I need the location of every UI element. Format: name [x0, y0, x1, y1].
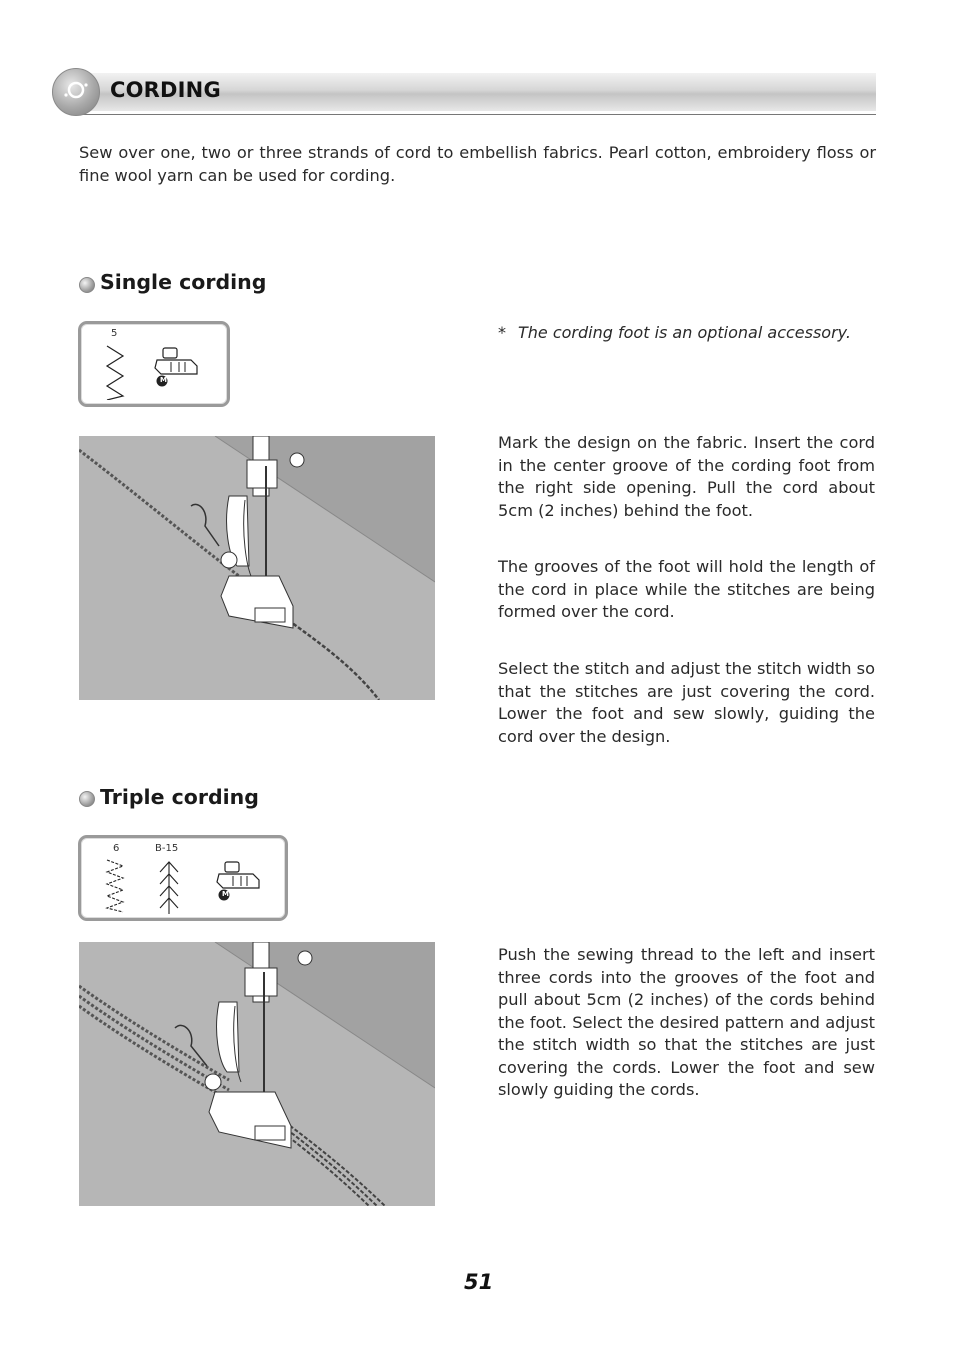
- stitch-number-2: B-15: [155, 843, 179, 854]
- accessory-note: The cording foot is an optional accessory.: [518, 323, 851, 342]
- paragraph-triple: Push the sewing thread to the left and insert three cords into the grooves of the foot and pull about 5cm (2 inches) of the cords behind the foot. Select the desired pattern and adjust the stitch width so that the stitches are just covering the cords. Lower the foot and sew slowly guiding the cords.: [498, 945, 875, 1099]
- foot-badge: M: [222, 890, 229, 898]
- zigzag-stitch-icon: [103, 344, 127, 400]
- intro-text: Sew over one, two or three strands of cord to embellish fabrics. Pearl cotton, embroidery floss or fine wool yarn can be used for cording.: [79, 143, 876, 185]
- stitch-number-1: 6: [113, 843, 120, 854]
- header-rule: [75, 114, 876, 115]
- section-title-triple: Triple cording: [100, 785, 259, 809]
- illustration-triple-cording: [79, 942, 435, 1206]
- paragraph-single-3: Select the stitch and adjust the stitch width so that the stitches are just covering the cord. Lower the foot and sew slowly, guiding the cord over the design.: [498, 659, 875, 746]
- sewing-foot-illustration: [79, 942, 435, 1206]
- page-title: CORDING: [110, 78, 221, 102]
- note-mark: *: [498, 323, 506, 342]
- paragraph-single-2: The grooves of the foot will hold the length of the cord in place while the stitches are being formed over the cord.: [498, 557, 875, 621]
- sewing-foot-illustration: [79, 436, 435, 700]
- stitch-box-triple: [78, 835, 288, 921]
- section-bullet-icon: [79, 277, 95, 293]
- section-title-single: Single cording: [100, 270, 267, 294]
- paragraph-single-1: Mark the design on the fabric. Insert the cord in the center groove of the cording foot from the right side opening. Pull the cord about 5cm (2 inches) behind the foot.: [498, 433, 875, 520]
- section-icon: [52, 68, 100, 116]
- feather-stitch-icon: [157, 858, 181, 916]
- page-number: 51: [464, 1270, 494, 1294]
- triple-zigzag-stitch-icon: [103, 858, 129, 914]
- illustration-single-cording: [79, 436, 435, 700]
- foot-badge: M: [160, 376, 167, 384]
- section-bullet-icon: [79, 791, 95, 807]
- stitch-box-single: [78, 321, 230, 407]
- circle-dot-icon: [53, 69, 99, 115]
- stitch-number: 5: [111, 328, 118, 339]
